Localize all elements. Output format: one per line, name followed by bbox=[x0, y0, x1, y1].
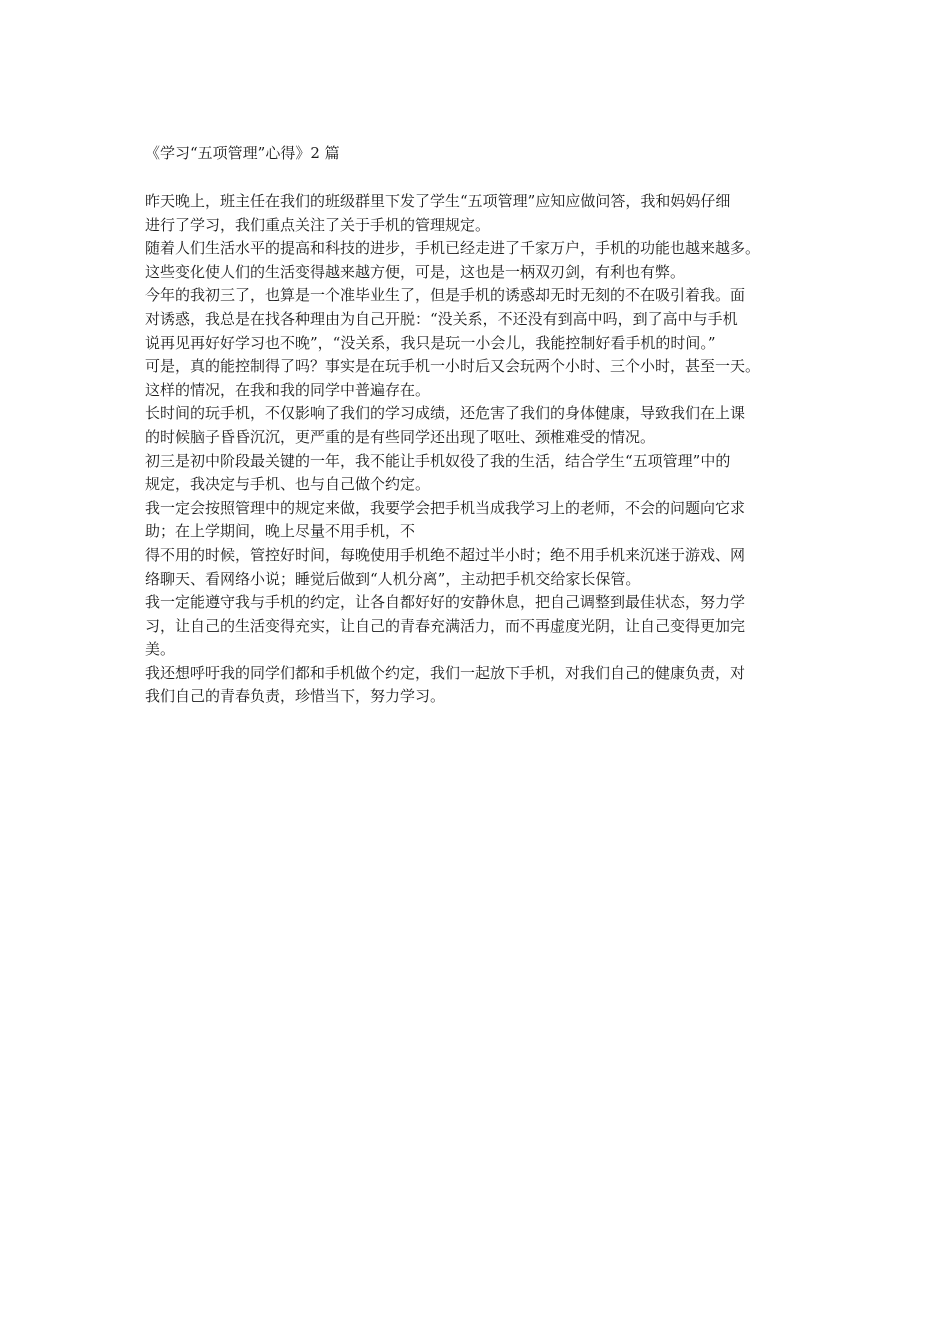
document-title: 《学习“五项管理”心得》2 篇 bbox=[145, 144, 340, 162]
body-line: 进行了学习，我们重点关注了关于手机的管理规定。 bbox=[145, 215, 491, 234]
body-line: 这些变化使人们的生活变得越来越方便，可是，这也是一柄双刃剑，有利也有弊。 bbox=[145, 262, 686, 281]
body-line: 说再见再好好学习也不晚”，“没关系，我只是玩一小会儿，我能控制好看手机的时间。” bbox=[145, 333, 716, 352]
body-line: 这样的情况，在我和我的同学中普遍存在。 bbox=[145, 380, 431, 399]
body-line: 我一定能遵守我与手机的约定，让各自都好好的安静休息，把自己调整到最佳状态，努力学 bbox=[145, 593, 746, 612]
body-line: 随着人们生活水平的提高和科技的进步，手机已经走进了千家万户，手机的功能也越来越多。 bbox=[145, 239, 761, 258]
body-line: 络聊天、看网络小说；睡觉后做到“人机分离”，主动把手机交给家长保管。 bbox=[145, 569, 641, 588]
body-line: 规定，我决定与手机、也与自己做个约定。 bbox=[145, 475, 431, 494]
body-line: 我还想呼吁我的同学们都和手机做个约定，我们一起放下手机，对我们自己的健康负责，对 bbox=[145, 663, 746, 682]
body-line: 习，让自己的生活变得充实，让自己的青春充满活力，而不再虚度光阴，让自己变得更加完 bbox=[145, 616, 746, 635]
body-line: 美。 bbox=[145, 640, 176, 659]
body-line: 长时间的玩手机，不仅影响了我们的学习成绩，还危害了我们的身体健康，导致我们在上课 bbox=[145, 404, 746, 423]
body-line: 可是，真的能控制得了吗？事实是在玩手机一小时后又会玩两个小时、三个小时，甚至一天。 bbox=[145, 357, 761, 376]
body-line: 对诱惑，我总是在找各种理由为自己开脱：“没关系，不还没有到高中吗，到了高中与手机 bbox=[145, 309, 738, 328]
body-line: 我们自己的青春负责，珍惜当下，努力学习。 bbox=[145, 687, 446, 706]
document-body bbox=[145, 190, 813, 709]
body-line: 助；在上学期间，晚上尽量不用手机，不 bbox=[145, 522, 416, 541]
body-line: 我一定会按照管理中的规定来做，我要学会把手机当成我学习上的老师，不会的问题向它求 bbox=[145, 498, 746, 517]
body-line: 昨天晚上，班主任在我们的班级群里下发了学生“五项管理”应知应做问答，我和妈妈仔细 bbox=[145, 192, 731, 210]
body-line: 今年的我初三了，也算是一个准毕业生了，但是手机的诱惑却无时无刻的不在吸引着我。面 bbox=[145, 286, 746, 305]
body-line: 的时候脑子昏昏沉沉，更严重的是有些同学还出现了呕吐、颈椎难受的情况。 bbox=[145, 427, 656, 446]
body-line: 得不用的时候，管控好时间，每晚使用手机绝不超过半小时；绝不用手机来沉迷于游戏、网 bbox=[145, 545, 746, 564]
body-line: 初三是初中阶段最关键的一年，我不能让手机奴役了我的生活，结合学生“五项管理”中的 bbox=[145, 451, 731, 470]
